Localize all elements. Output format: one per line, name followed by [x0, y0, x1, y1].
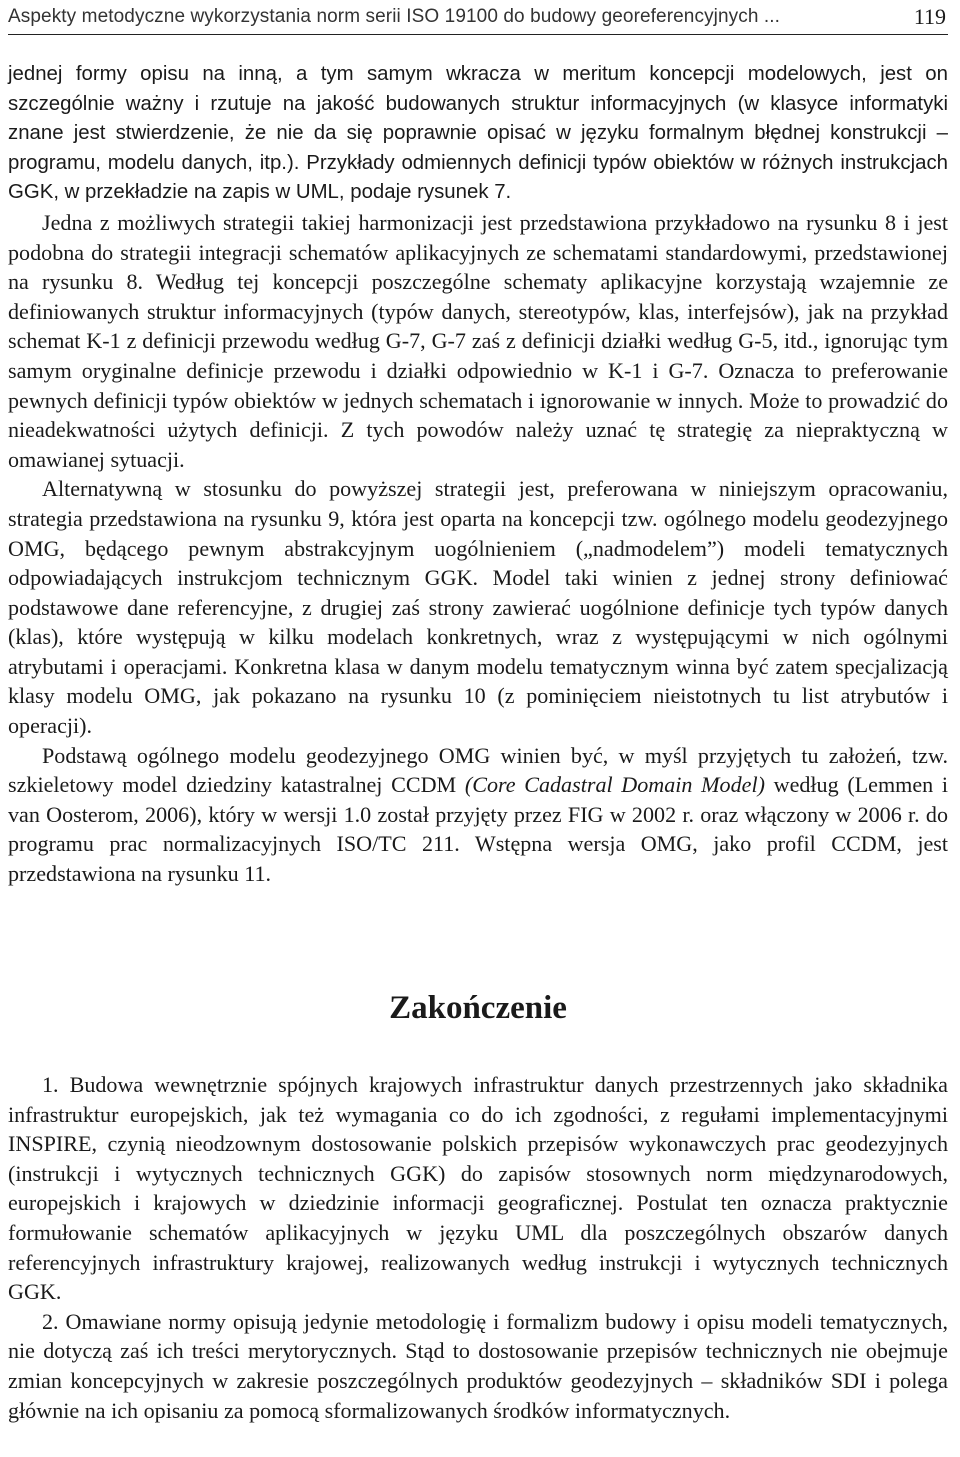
paragraph-3: Alternatywną w stosunku do powyższej strategii jest, preferowana w niniejszym opracowaniu, strategia przedstawiona na rysunku 9, która jest oparta na koncepcji tzw. ogólnego modelu geodezyjnego OMG, będącego pewnym abstrakcyjnym uogólnieniem („nadmodelem”) modeli tematycznych odpowiadających instrukcjom technicznym GGK. Model taki winien z jednej strony definiować podstawowe dane referencyjne, z drugiej zaś strony zawierać uogólnione definicje tych typów danych (klas), które występują w kilku modelach konkretnych, wraz z występującymi w nich ogólnymi atrybutami i operacjami. Konkretna klasa w danym modelu tematycznym winna być zatem specjalizacją klasy modelu OMG, jak pokazano na rysunku 10 (z pominięciem nieistotnych tu list atrybutów i operacji). [8, 476, 948, 739]
paragraph-4-text-a: Podstawą ogólnego modelu geodezyjnego OMG winien być, w myśl przyjętych tu założeń, tzw. szkieletowy model dziedziny katastralnej CCDM [8, 742, 948, 798]
page-number: 119 [913, 4, 946, 29]
conclusion-item-1: 1. Budowa wewnętrznie spójnych krajowych infrastruktur danych przestrzennych jako składnika infrastruktur europejskich, jak też wymagania co do ich zgodności, z regułami implementacyjnymi INSPIRE, czynią nieodzownym dostosowanie polskich przepisów wykonawczych prac geodezyjnych (instrukcji i wytycznych technicznych GGK) do zapisów stosownych norm międzynarodowych, europejskich i krajowych w dziedzinie informacji geograficznej. Postulat ten oznacza praktycznie formułowanie schematów aplikacyjnych w języku UML dla poszczególnych obszarów danych referencyjnych infrastruktury krajowej, realizowanych według instrukcji i wytycznych technicznych GGK. [8, 1072, 948, 1305]
section-heading: Zakończenie [389, 990, 567, 1026]
conclusion-item-2: 2. Omawiane normy opisują jedynie metodologię i formalizm budowy i opisu modeli tematycznych, nie dotyczą zaś ich treści merytorycznych. Stąd to dostosowanie przepisów technicznych nie obejmuje zmian koncepcyjnych w zakresie poszczególnych produktów geodezyjnych – składników SDI i polega głównie na ich opisaniu za pomocą sformalizowanych środków informatycznych. [8, 1308, 948, 1423]
paragraph-1-text: jednej formy opisu na inną, a tym samym wkracza w meritum koncepcji modelowych, jest on szczególnie ważny i rzutuje na jakość budowanych struktur informacyjnych (w klasyce informatyki znane jest stwierdzenie, że nie da się poprawnie opisać w języku formalnym błędnej konstrukcji – programu, modelu danych, itp.). [8, 63, 948, 174]
body-text [8, 60, 948, 1423]
running-head: Aspekty metodyczne wykorzystania norm serii ISO 19100 do budowy georeferencyjnych ... [8, 6, 781, 27]
paragraph-1 [8, 60, 948, 208]
conclusion-section [8, 1070, 948, 1425]
paragraph-4-text-b: według (Lemmen i van Oosterom, 2006), który w wersji 1.0 został przyjęty przez FIG w 2002 r. oraz włączony w 2006 r. do programu prac normalizacyjnych ISO/TC 211. Wstępna wersja OMG, jako profil CCDM, jest przedstawiona na rysunku 11. [8, 772, 948, 887]
paragraph-2: Jedna z możliwych strategii takiej harmonizacji jest przedstawiona przykładowo na rysunku 8 i jest podobna do strategii integracji schematów aplikacyjnych ze schematami standardowymi, przedstawionej na rysunku 8. Według tej koncepcji poszczególne schematy aplikacyjne korzystają wzajemnie ze definiowanych struktur informacyjnych (typów danych, stereotypów, klas, interfejsów), jak na przykład schemat K-1 z definicji przewodu według G-7, G-7 zaś z definicji działki według G-5, itd., ignorując tym samym oryginalne definicje przewodu i działki odpowiednio w K-1 i G-7. Oznacza to preferowanie pewnych definicji typów obiektów w jednych schematach i ignorowanie w innych. Może to prowadzić do nieadekwatności użytych definicji. Z tych powodów należy uznać tę strategię za niepraktyczną w omawianej sytuacji. [8, 209, 948, 472]
paragraph-4 [8, 741, 948, 889]
page-header [8, 0, 948, 35]
paragraph-1-continuation: Przykłady odmiennych definicji typów obiektów w różnych instrukcjach GGK, w przekładzie na zapis w UML, podaje rysunek 7. [8, 151, 948, 204]
paragraph-4-italic: (Core Cadastral Domain Model) [464, 772, 765, 798]
